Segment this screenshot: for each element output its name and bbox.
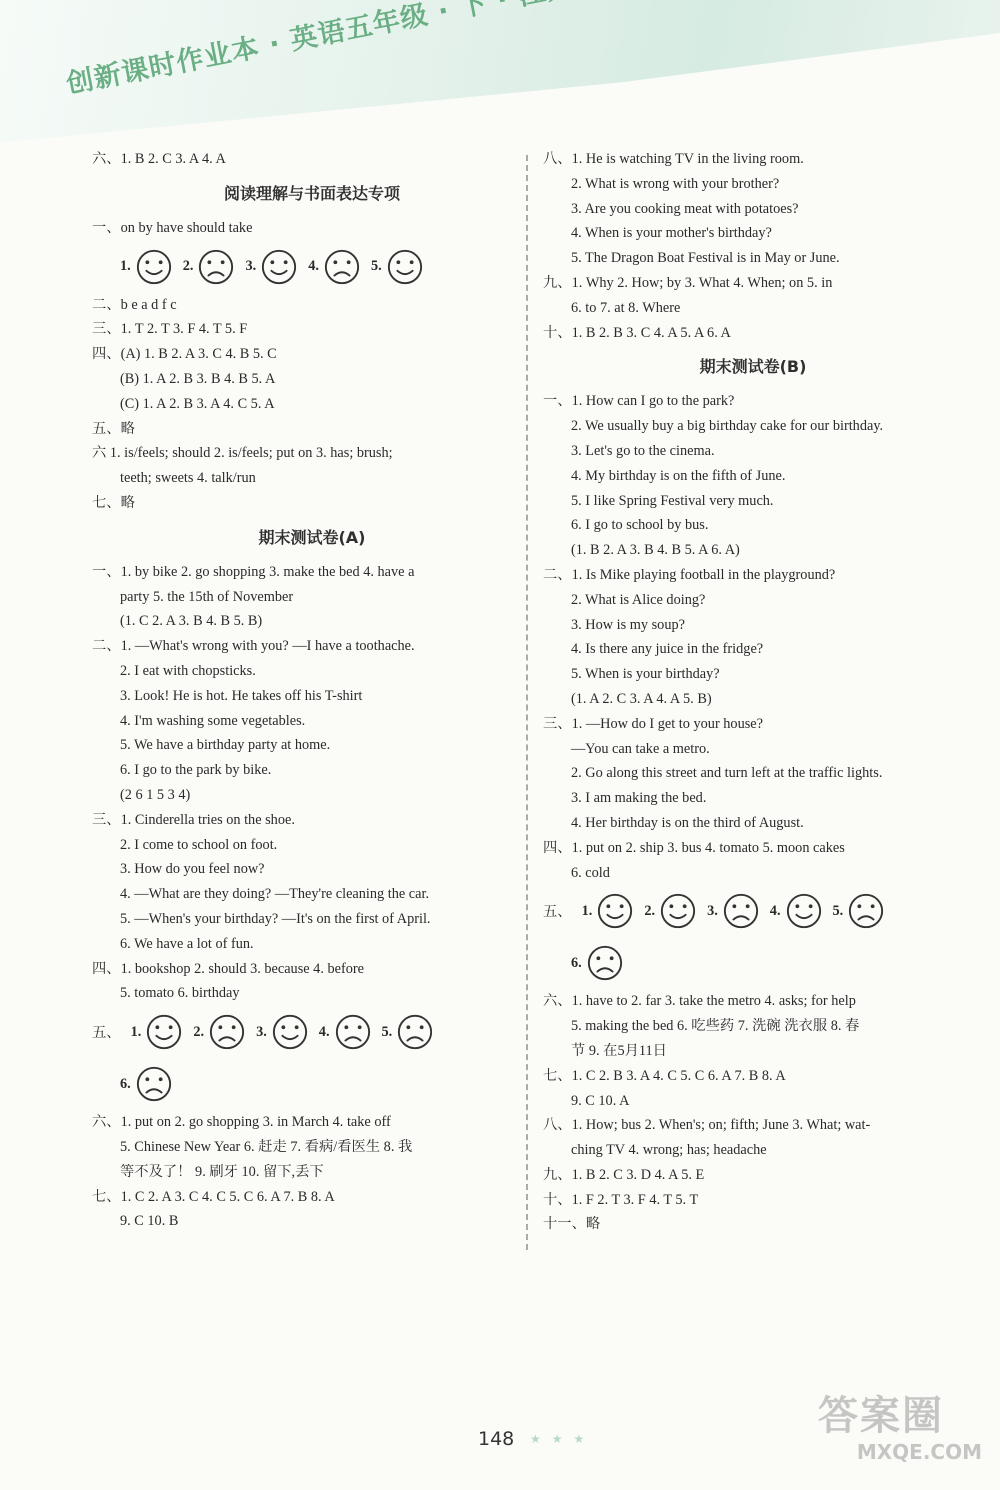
answer-line: 5. The Dragon Boat Festival is in May or June. [571, 250, 840, 267]
face-number: 6. [120, 1075, 131, 1092]
answer-line: 一、1. by bike 2. go shopping 3. make the bed 4. have a [92, 563, 415, 580]
face-answer-row [92, 241, 532, 293]
answer-line: 6. I go to the park by bike. [120, 762, 272, 779]
face-number: 6. [571, 954, 582, 971]
answer-line: party 5. the 15th of November [120, 588, 294, 605]
happy-face-icon [596, 892, 634, 930]
face-number: 2. [182, 258, 194, 275]
face-answer-row [543, 937, 963, 989]
answer-line: 6. We have a lot of fun. [120, 935, 254, 952]
face-answer [256, 1013, 309, 1051]
answer-line: —You can take a metro. [571, 740, 710, 757]
answer-line: ching TV 4. wrong; has; headache [571, 1142, 767, 1159]
answer-line: 6. to 7. at 8. Where [571, 299, 681, 316]
answer-line: (1. A 2. C 3. A 4. A 5. B) [571, 690, 712, 707]
face-number: 4. [318, 1023, 330, 1040]
sad-face-icon [323, 248, 361, 286]
question-number: 五、 [543, 904, 572, 921]
answer-line: (2 6 1 5 3 4) [120, 786, 191, 803]
answer-line: 八、1. He is watching TV in the living room. [543, 151, 804, 167]
face-answer [120, 248, 173, 286]
question-number: 五、 [92, 1025, 121, 1042]
happy-face-icon [145, 1013, 183, 1051]
answer-line: 十、1. B 2. B 3. C 4. A 5. A 6. A [543, 324, 731, 341]
face-answer [319, 1013, 372, 1051]
face-answer [707, 892, 760, 930]
answer-line: 5. tomato 6. birthday [120, 985, 240, 1002]
answer-line: 六、1. B 2. C 3. A 4. A [92, 151, 226, 167]
answer-line: 5. When is your birthday? [571, 666, 720, 683]
answer-line: 6. cold [571, 864, 610, 881]
face-answer [308, 248, 361, 286]
face-answer [833, 892, 886, 930]
answer-line: teeth; sweets 4. talk/run [120, 470, 256, 487]
sad-face-icon [847, 892, 885, 930]
sad-face-icon [135, 1065, 173, 1103]
answer-line: 5. making the bed 6. 吃些药 7. 洗碗 洗衣服 8. 春 [571, 1018, 860, 1035]
footer-stars: ★ ★ ★ [530, 1432, 589, 1446]
answer-line: 等不及了！ 9. 刷牙 10. 留下,丢下 [120, 1163, 324, 1180]
answer-line: 六、1. have to 2. far 3. take the metro 4. asks; for help [543, 993, 856, 1010]
answer-line: 七、略 [92, 494, 135, 511]
sad-face-icon [586, 944, 624, 982]
face-number: 2. [193, 1023, 205, 1040]
answer-line: (1. B 2. A 3. B 4. B 5. A 6. A) [571, 542, 740, 559]
answer-line: (B) 1. A 2. B 3. B 4. B 5. A [120, 370, 276, 387]
face-answer [770, 892, 823, 930]
face-number: 2. [644, 902, 656, 919]
answer-line: 三、1. —How do I get to your house? [543, 715, 763, 732]
answer-line: (C) 1. A 2. B 3. A 4. C 5. A [120, 395, 275, 412]
answer-line: 三、1. T 2. T 3. F 4. T 5. F [92, 321, 248, 338]
answer-line: 9. C 10. B [120, 1213, 179, 1230]
face-number: 3. [256, 1023, 267, 1040]
answer-line: 九、1. Why 2. How; by 3. What 4. When; on 5. in [543, 274, 833, 291]
answer-line: 2. We usually buy a big birthday cake for our birthday. [571, 418, 884, 435]
answer-line: 5. We have a birthday party at home. [120, 737, 331, 754]
answer-line: 4. —What are they doing? —They're cleaning the car. [120, 886, 430, 903]
happy-face-icon [135, 248, 173, 286]
answer-line: 二、b e a d f c [92, 296, 177, 313]
answer-line: 4. I'm washing some vegetables. [120, 712, 306, 729]
answer-line: (1. C 2. A 3. B 4. B 5. B) [120, 613, 263, 630]
answer-line: 二、1. —What's wrong with you? —I have a toothache. [92, 638, 415, 655]
face-answer [183, 248, 236, 286]
answer-line: 3. Are you cooking meat with potatoes? [571, 200, 799, 217]
face-number: 1. [130, 1023, 142, 1040]
answer-line: 4. My birthday is on the fifth of June. [571, 467, 786, 484]
face-number: 1. [120, 258, 131, 275]
face-answer-row [92, 1006, 532, 1058]
answer-line: 2. I come to school on foot. [120, 836, 278, 853]
face-number: 4. [769, 902, 781, 919]
watermark-logo: 答案圈 [818, 1393, 944, 1439]
answer-line: 3. Look! He is hot. He takes off his T-shirt [120, 687, 363, 704]
face-number: 1. [581, 902, 593, 919]
face-answer [644, 892, 697, 930]
answer-line: 六 1. is/feels; should 2. is/feels; put on 3. has; brush; [92, 445, 393, 462]
happy-face-icon [271, 1013, 309, 1051]
right-answer-column [543, 147, 963, 1237]
answer-line: 4. Is there any juice in the fridge? [571, 641, 764, 658]
answer-line: 9. C 10. A [571, 1092, 630, 1109]
answer-line: 九、1. B 2. C 3. D 4. A 5. E [543, 1166, 705, 1183]
answer-line: 2. What is wrong with your brother? [571, 175, 780, 192]
face-answer-row [543, 885, 963, 937]
face-answer [371, 248, 424, 286]
answer-line: 四、1. bookshop 2. should 3. because 4. before [92, 960, 364, 977]
watermark-url: MXQE.COM [856, 1440, 982, 1464]
answer-line: 二、1. Is Mike playing football in the playground? [543, 566, 836, 583]
answer-line: 4. When is your mother's birthday? [571, 225, 772, 242]
answer-line: 八、1. How; bus 2. When's; on; fifth; June 3. What; wat- [543, 1117, 871, 1134]
watermark [818, 1392, 988, 1484]
answer-line: 七、1. C 2. B 3. A 4. C 5. C 6. A 7. B 8. A [543, 1067, 786, 1084]
sad-face-icon [396, 1013, 434, 1051]
face-answer [571, 944, 624, 982]
face-answer [245, 248, 298, 286]
sad-face-icon [208, 1013, 246, 1051]
column-divider [526, 155, 528, 1250]
face-answer [131, 1013, 184, 1051]
section-title: 期末测试卷(A) [258, 527, 366, 547]
happy-face-icon [659, 892, 697, 930]
face-answer [582, 892, 635, 930]
answer-line: 4. Her birthday is on the third of August. [571, 814, 804, 831]
happy-face-icon [260, 248, 298, 286]
answer-line: 五、略 [92, 420, 135, 437]
face-answer [382, 1013, 435, 1051]
face-number: 3. [245, 258, 257, 275]
face-answer [120, 1065, 173, 1103]
answer-line: 2. What is Alice doing? [571, 591, 706, 608]
answer-line: 一、1. How can I go to the park? [543, 393, 735, 410]
answer-line: 十一、略 [543, 1216, 601, 1233]
face-number: 5. [370, 258, 382, 275]
answer-line: 一、on by have should take [92, 219, 253, 236]
answer-line: 5. I like Spring Festival very much. [571, 492, 774, 509]
answer-line: 3. How is my soup? [571, 616, 685, 633]
page-number: 148 [478, 1428, 515, 1450]
answer-line: 2. I eat with chopsticks. [120, 662, 256, 679]
answer-line: 5. —When's your birthday? —It's on the first of April. [120, 910, 431, 927]
answer-line: 四、(A) 1. B 2. A 3. C 4. B 5. C [92, 346, 277, 363]
answer-line: 3. How do you feel now? [120, 861, 265, 878]
face-number: 5. [381, 1023, 393, 1040]
answer-line: 节 9. 在5月11日 [571, 1042, 667, 1059]
section-title: 期末测试卷(B) [699, 357, 807, 377]
face-answer [193, 1013, 246, 1051]
face-number: 3. [707, 902, 718, 919]
sad-face-icon [722, 892, 760, 930]
answer-line: 3. Let's go to the cinema. [571, 442, 715, 459]
answer-line: 十、1. F 2. T 3. F 4. T 5. T [543, 1191, 699, 1208]
answer-line: 5. Chinese New Year 6. 赶走 7. 看病/看医生 8. 我 [120, 1138, 413, 1155]
answer-line: 2. Go along this street and turn left at the traffic lights. [571, 765, 883, 782]
happy-face-icon [386, 248, 424, 286]
face-answer-row [92, 1058, 532, 1110]
face-number: 4. [308, 258, 319, 275]
sad-face-icon [197, 248, 235, 286]
left-answer-column [92, 147, 532, 1234]
happy-face-icon [785, 892, 823, 930]
sad-face-icon [334, 1013, 372, 1051]
answer-line: 三、1. Cinderella tries on the shoe. [92, 811, 295, 828]
section-title: 阅读理解与书面表达专项 [223, 183, 400, 203]
answer-line: 四、1. put on 2. ship 3. bus 4. tomato 5. moon cakes [543, 839, 845, 856]
answer-line: 6. I go to school by bus. [571, 517, 709, 534]
answer-line: 3. I am making the bed. [571, 790, 707, 807]
face-number: 5. [832, 902, 844, 919]
answer-line: 七、1. C 2. A 3. C 4. C 5. C 6. A 7. B 8. A [92, 1188, 335, 1205]
answer-line: 六、1. put on 2. go shopping 3. in March 4. take off [92, 1114, 391, 1131]
